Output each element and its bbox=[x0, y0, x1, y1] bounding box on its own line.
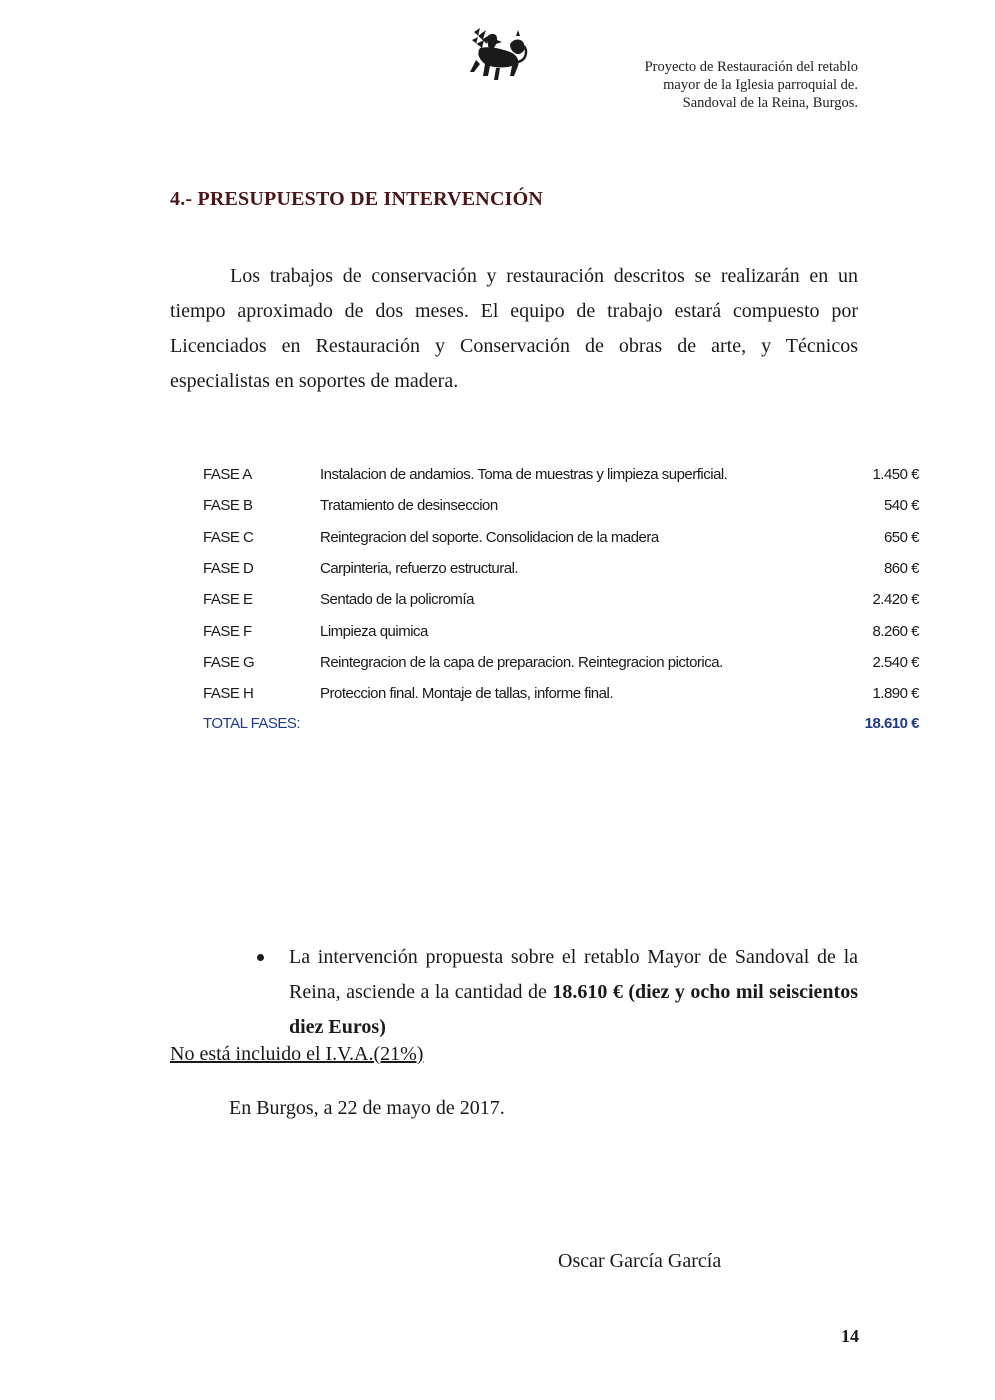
phase-amount: 860 € bbox=[883, 560, 919, 578]
budget-row bbox=[203, 553, 919, 584]
budget-row bbox=[203, 615, 919, 646]
phase-description: Reintegracion del soporte. Consolidacion de la madera bbox=[320, 528, 659, 546]
phase-label: FASE G bbox=[203, 653, 255, 671]
header-line: mayor de la Iglesia parroquial de. bbox=[663, 77, 858, 93]
phase-label: FASE F bbox=[203, 622, 252, 640]
phase-label: FASE A bbox=[203, 466, 252, 484]
header-line: Sandoval de la Reina, Burgos. bbox=[682, 95, 858, 111]
header-line: Proyecto de Restauración del retablo bbox=[644, 59, 858, 75]
phase-description: Carpinteria, refuerzo estructural. bbox=[320, 560, 519, 578]
phase-label: FASE B bbox=[203, 497, 253, 515]
total-label: TOTAL FASES: bbox=[203, 714, 301, 732]
phase-label: FASE H bbox=[203, 685, 254, 703]
document-header bbox=[645, 58, 858, 112]
phase-label: FASE D bbox=[203, 560, 254, 578]
phase-description: Proteccion final. Montaje de tallas, informe final. bbox=[320, 685, 613, 703]
budget-row bbox=[203, 647, 919, 678]
intro-paragraph bbox=[170, 259, 858, 399]
intro-text: Los trabajos de conservación y restauración descritos se realizarán en un tiempo aproximado de dos meses. El equipo de trabajo estará compuesto por Licenciados en Restauración y Conservación de obras de arte, y Técnicos especialistas en soportes de madera. bbox=[170, 265, 858, 392]
section-title: 4.- PRESUPUESTO DE INTERVENCIÓN bbox=[170, 188, 543, 210]
phase-label: FASE E bbox=[203, 591, 253, 609]
phase-amount: 8.260 € bbox=[872, 622, 919, 640]
phase-description: Sentado de la policromía bbox=[320, 591, 474, 609]
phase-description: Limpieza quimica bbox=[320, 622, 428, 640]
summary-text bbox=[289, 940, 858, 1045]
summary-text-bold: 18.610 € (diez y ocho mil seiscientos diez Euros) bbox=[289, 981, 858, 1038]
phase-amount: 2.540 € bbox=[872, 653, 919, 671]
phase-label: FASE C bbox=[203, 528, 254, 546]
heraldic-griffin-lion-icon bbox=[466, 26, 530, 82]
page-number: 14 bbox=[841, 1326, 859, 1346]
budget-row bbox=[203, 459, 919, 490]
budget-row bbox=[203, 678, 919, 709]
budget-table bbox=[203, 459, 919, 737]
signature-name: Oscar García García bbox=[558, 1250, 722, 1272]
phase-amount: 1.450 € bbox=[872, 466, 919, 484]
budget-total-row bbox=[203, 709, 919, 737]
phase-amount: 2.420 € bbox=[872, 591, 919, 609]
summary-bullet bbox=[252, 940, 858, 1045]
summary-text-regular: La intervención propuesta sobre el retablo Mayor de Sandoval de la Reina, asciende a la cantidad de bbox=[289, 946, 858, 1003]
total-amount: 18.610 € bbox=[864, 714, 919, 732]
bullet-icon bbox=[257, 954, 264, 961]
budget-row bbox=[203, 522, 919, 553]
phase-description: Tratamiento de desinseccion bbox=[320, 497, 498, 515]
iva-note: No está incluido el I.V.A.(21%) bbox=[170, 1043, 424, 1065]
phase-description: Instalacion de andamios. Toma de muestras y limpieza superficial. bbox=[320, 466, 728, 484]
place-date: En Burgos, a 22 de mayo de 2017. bbox=[229, 1097, 505, 1119]
phase-description: Reintegracion de la capa de preparacion. Reintegracion pictorica. bbox=[320, 653, 723, 671]
phase-amount: 1.890 € bbox=[872, 685, 919, 703]
budget-row bbox=[203, 584, 919, 615]
phase-amount: 540 € bbox=[883, 497, 919, 515]
budget-row bbox=[203, 490, 919, 521]
phase-amount: 650 € bbox=[883, 528, 919, 546]
